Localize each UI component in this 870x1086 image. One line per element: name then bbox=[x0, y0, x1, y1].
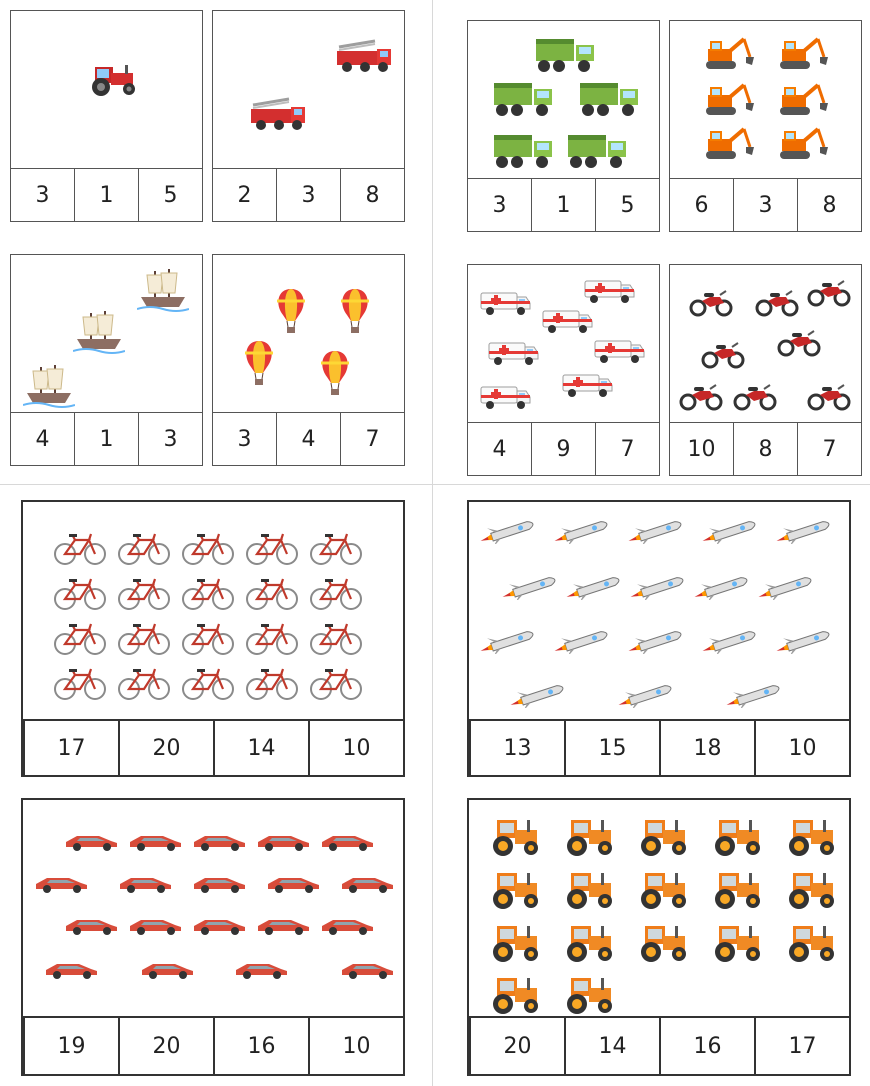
rocket-icon bbox=[629, 574, 693, 604]
tractor-orange-icon bbox=[487, 865, 543, 915]
answer-option[interactable]: 4 bbox=[492, 436, 507, 462]
fire-truck-icon bbox=[333, 39, 395, 77]
car-icon bbox=[127, 830, 183, 856]
tractor-orange-icon bbox=[487, 918, 543, 968]
car-icon bbox=[117, 872, 173, 898]
rocket-icon bbox=[479, 518, 543, 548]
bicycle-icon bbox=[309, 577, 363, 615]
bicycle-icon bbox=[181, 667, 235, 705]
count-card-motorcycle bbox=[669, 264, 862, 476]
ambulance-icon bbox=[478, 381, 532, 415]
car-icon bbox=[63, 914, 119, 940]
hot-air-balloon-icon bbox=[241, 339, 277, 391]
answer-option[interactable]: 3 bbox=[492, 192, 507, 218]
card-picture-area bbox=[469, 800, 849, 1022]
excavator-icon bbox=[774, 123, 830, 167]
card-picture-area bbox=[670, 21, 861, 181]
excavator-icon bbox=[700, 123, 756, 167]
sailing-ship-icon bbox=[73, 309, 125, 359]
ambulance-icon bbox=[560, 369, 614, 403]
answer-option[interactable]: 5 bbox=[595, 179, 659, 231]
bicycle-icon bbox=[53, 667, 107, 705]
count-card-ambulance bbox=[467, 264, 660, 476]
tractor-orange-icon bbox=[709, 865, 765, 915]
car-icon bbox=[63, 830, 119, 856]
car-icon bbox=[233, 958, 289, 984]
motorcycle-icon bbox=[776, 327, 822, 361]
answer-option[interactable]: 8 bbox=[797, 179, 861, 231]
motorcycle-icon bbox=[806, 381, 852, 415]
tractor-orange-icon bbox=[783, 918, 839, 968]
car-icon bbox=[339, 872, 395, 898]
bicycle-icon bbox=[117, 532, 171, 570]
count-card-excavator bbox=[669, 20, 862, 232]
ambulance-icon bbox=[592, 335, 646, 369]
answer-option[interactable]: 20 bbox=[118, 1018, 213, 1074]
answer-option[interactable]: 7 bbox=[797, 423, 861, 475]
answer-option[interactable]: 4 bbox=[276, 413, 340, 465]
count-card-tractor-orange bbox=[467, 798, 851, 1076]
tractor-orange-icon bbox=[561, 918, 617, 968]
tractor-orange-icon bbox=[709, 812, 765, 862]
count-card-dump-truck bbox=[467, 20, 660, 232]
car-icon bbox=[191, 872, 247, 898]
card-picture-area bbox=[670, 265, 861, 425]
answer-option[interactable]: 9 bbox=[531, 423, 595, 475]
hot-air-balloon-icon bbox=[337, 287, 373, 339]
bicycle-icon bbox=[53, 577, 107, 615]
answer-option[interactable]: 20 bbox=[118, 721, 213, 775]
ambulance-icon bbox=[582, 275, 636, 309]
bicycle-icon bbox=[245, 622, 299, 660]
bicycle-icon bbox=[117, 577, 171, 615]
answer-option[interactable]: 13 bbox=[469, 721, 564, 775]
answer-option[interactable]: 8 bbox=[340, 169, 404, 221]
car-icon bbox=[255, 830, 311, 856]
tractor-orange-icon bbox=[561, 865, 617, 915]
tractor-orange-icon bbox=[783, 812, 839, 862]
answer-option[interactable]: 1 bbox=[531, 179, 595, 231]
answer-option[interactable]: 16 bbox=[213, 1018, 308, 1074]
page-left-divider bbox=[0, 484, 432, 485]
count-card-fire-truck bbox=[212, 10, 405, 222]
car-icon bbox=[139, 958, 195, 984]
hot-air-balloon-icon bbox=[317, 349, 353, 401]
answer-option[interactable]: 3 bbox=[138, 413, 202, 465]
dump-truck-icon bbox=[564, 129, 630, 175]
answer-option[interactable]: 7 bbox=[340, 413, 404, 465]
answer-option[interactable]: 6 bbox=[694, 192, 709, 218]
hot-air-balloon-icon bbox=[273, 287, 309, 339]
car-icon bbox=[339, 958, 395, 984]
card-picture-area bbox=[11, 11, 202, 171]
dump-truck-icon bbox=[490, 77, 556, 123]
answer-option[interactable]: 10 bbox=[308, 721, 403, 775]
car-icon bbox=[319, 914, 375, 940]
bicycle-icon bbox=[117, 667, 171, 705]
tractor-orange-icon bbox=[561, 970, 617, 1020]
answer-option[interactable]: 1 bbox=[74, 413, 138, 465]
bicycle-icon bbox=[309, 622, 363, 660]
rocket-icon bbox=[617, 682, 681, 712]
answer-option[interactable]: 1 bbox=[74, 169, 138, 221]
rocket-icon bbox=[479, 628, 543, 658]
excavator-icon bbox=[774, 79, 830, 123]
card-picture-area bbox=[468, 265, 659, 425]
rocket-icon bbox=[553, 628, 617, 658]
tractor-orange-icon bbox=[561, 812, 617, 862]
count-card-sailing-ship bbox=[10, 254, 203, 466]
rocket-icon bbox=[509, 682, 573, 712]
answer-option[interactable]: 14 bbox=[213, 721, 308, 775]
answer-option[interactable]: 3 bbox=[733, 179, 797, 231]
answer-option[interactable]: 3 bbox=[35, 182, 50, 208]
rocket-icon bbox=[701, 628, 765, 658]
motorcycle-icon bbox=[806, 277, 852, 311]
card-picture-area bbox=[23, 800, 403, 1022]
rocket-icon bbox=[757, 574, 821, 604]
answer-option[interactable]: 14 bbox=[564, 1018, 659, 1074]
bicycle-icon bbox=[117, 622, 171, 660]
sailing-ship-icon bbox=[23, 363, 75, 413]
answer-option[interactable]: 20 bbox=[469, 1018, 564, 1074]
count-card-bicycle bbox=[21, 500, 405, 777]
car-icon bbox=[127, 914, 183, 940]
dump-truck-icon bbox=[490, 129, 556, 175]
ambulance-icon bbox=[478, 287, 532, 321]
excavator-icon bbox=[774, 33, 830, 77]
rocket-icon bbox=[627, 518, 691, 548]
fire-truck-icon bbox=[247, 97, 309, 135]
answer-option[interactable]: 10 bbox=[308, 1018, 403, 1074]
answer-option[interactable]: 19 bbox=[23, 1018, 118, 1074]
card-picture-area bbox=[468, 21, 659, 181]
count-card-rocket bbox=[467, 500, 851, 777]
rocket-icon bbox=[627, 628, 691, 658]
motorcycle-icon bbox=[754, 287, 800, 321]
car-icon bbox=[255, 914, 311, 940]
tractor-orange-icon bbox=[635, 918, 691, 968]
rocket-icon bbox=[775, 628, 839, 658]
answer-option[interactable]: 17 bbox=[754, 1018, 849, 1074]
tractor-red-icon bbox=[87, 57, 139, 101]
ambulance-icon bbox=[486, 337, 540, 371]
rocket-icon bbox=[775, 518, 839, 548]
ambulance-icon bbox=[540, 305, 594, 339]
bicycle-icon bbox=[245, 532, 299, 570]
tractor-orange-icon bbox=[487, 970, 543, 1020]
rocket-icon bbox=[725, 682, 789, 712]
card-picture-area bbox=[23, 502, 403, 725]
rocket-icon bbox=[501, 574, 565, 604]
bicycle-icon bbox=[181, 622, 235, 660]
bicycle-icon bbox=[53, 532, 107, 570]
answer-option[interactable]: 10 bbox=[754, 721, 849, 775]
tractor-orange-icon bbox=[635, 812, 691, 862]
dump-truck-icon bbox=[532, 33, 598, 79]
card-picture-area bbox=[213, 255, 404, 415]
tractor-orange-icon bbox=[783, 865, 839, 915]
motorcycle-icon bbox=[700, 339, 746, 373]
car-icon bbox=[191, 914, 247, 940]
answer-option[interactable]: 15 bbox=[564, 721, 659, 775]
page-right-divider bbox=[433, 484, 870, 485]
answer-option[interactable]: 3 bbox=[276, 169, 340, 221]
answer-option[interactable]: 2 bbox=[237, 182, 252, 208]
tractor-orange-icon bbox=[487, 812, 543, 862]
count-card-hot-air-balloon bbox=[212, 254, 405, 466]
answer-option[interactable]: 18 bbox=[659, 721, 754, 775]
motorcycle-icon bbox=[732, 381, 778, 415]
count-card-car bbox=[21, 798, 405, 1076]
rocket-icon bbox=[701, 518, 765, 548]
bicycle-icon bbox=[181, 532, 235, 570]
dump-truck-icon bbox=[576, 77, 642, 123]
answer-option[interactable]: 8 bbox=[733, 423, 797, 475]
answer-option[interactable]: 16 bbox=[659, 1018, 754, 1074]
answer-option[interactable]: 17 bbox=[23, 721, 118, 775]
answer-option[interactable]: 4 bbox=[35, 426, 50, 452]
motorcycle-icon bbox=[678, 381, 724, 415]
bicycle-icon bbox=[181, 577, 235, 615]
car-icon bbox=[33, 872, 89, 898]
rocket-icon bbox=[693, 574, 757, 604]
bicycle-icon bbox=[245, 577, 299, 615]
answer-option[interactable]: 10 bbox=[687, 436, 716, 462]
card-picture-area bbox=[213, 11, 404, 171]
rocket-icon bbox=[553, 518, 617, 548]
car-icon bbox=[43, 958, 99, 984]
answer-option[interactable]: 5 bbox=[138, 169, 202, 221]
card-picture-area bbox=[469, 502, 849, 725]
excavator-icon bbox=[700, 33, 756, 77]
bicycle-icon bbox=[245, 667, 299, 705]
motorcycle-icon bbox=[688, 287, 734, 321]
car-icon bbox=[265, 872, 321, 898]
answer-option[interactable]: 7 bbox=[595, 423, 659, 475]
answer-option[interactable]: 3 bbox=[237, 426, 252, 452]
car-icon bbox=[319, 830, 375, 856]
excavator-icon bbox=[700, 79, 756, 123]
bicycle-icon bbox=[53, 622, 107, 660]
bicycle-icon bbox=[309, 667, 363, 705]
bicycle-icon bbox=[309, 532, 363, 570]
car-icon bbox=[191, 830, 247, 856]
tractor-orange-icon bbox=[635, 865, 691, 915]
count-card-tractor bbox=[10, 10, 203, 222]
page-center-divider bbox=[432, 0, 433, 1086]
rocket-icon bbox=[565, 574, 629, 604]
card-picture-area bbox=[11, 255, 202, 415]
tractor-orange-icon bbox=[709, 918, 765, 968]
sailing-ship-icon bbox=[137, 267, 189, 317]
